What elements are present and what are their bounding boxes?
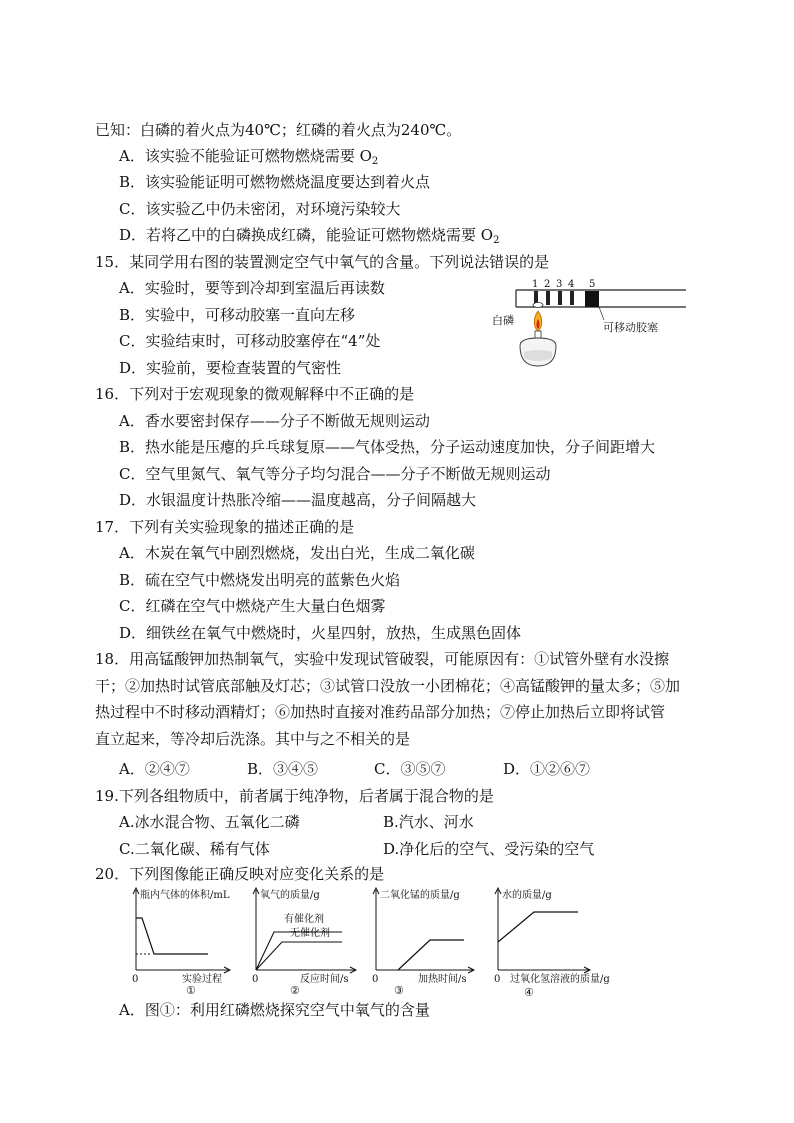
graph-4-ylabel: 水的质量/g bbox=[502, 890, 552, 901]
graph-2-curve1-label: 有催化剂 bbox=[284, 914, 324, 925]
mark-5: 5 bbox=[589, 279, 596, 290]
graph-3-ylabel: 二氧化锰的质量/g bbox=[380, 890, 460, 901]
mark-2: 2 bbox=[544, 279, 551, 290]
graph-4-xlabel: 过氧化氢溶液的质量/g bbox=[510, 974, 610, 985]
graph-1-curve bbox=[136, 918, 208, 954]
q18-line-4: 直立起来，等冷却后洗涤。其中与之不相关的是 bbox=[95, 730, 411, 748]
q15-option-a: A．实验时，要等到冷却到室温后再读数 bbox=[119, 279, 385, 297]
q19-option-d: D.净化后的空气、受污染的空气 bbox=[383, 840, 595, 858]
mark-4: 4 bbox=[568, 279, 575, 290]
q19-option-c: C.二氧化碳、稀有气体 bbox=[119, 840, 270, 858]
q18-option-a: A．②④⑦ bbox=[119, 760, 190, 778]
graph-2-number: ② bbox=[290, 984, 300, 996]
intro-known-line: 已知：白磷的着火点为40℃；红磷的着火点为240℃。 bbox=[95, 121, 462, 139]
q18-line-3: 热过程中不时移动酒精灯；⑥加热时直接对准药品部分加热；⑦停止加热后立即将试管 bbox=[95, 703, 666, 721]
q16-stem: 16．下列对于宏观现象的微观解释中不正确的是 bbox=[95, 385, 415, 403]
q17-option-c: C．红磷在空气中燃烧产生大量白色烟雾 bbox=[119, 597, 386, 615]
graph-2-origin: 0 bbox=[252, 974, 259, 985]
graph-2-ylabel: 氧气的质量/g bbox=[260, 890, 320, 901]
q18-option-b: B．③④⑤ bbox=[247, 760, 319, 778]
stopper-label: 可移动胶塞 bbox=[603, 321, 658, 334]
q17-option-a: A．木炭在氧气中剧烈燃烧，发出白光，生成二氧化碳 bbox=[119, 544, 475, 562]
q15-stem: 15．某同学用右图的装置测定空气中氧气的含量。下列说法错误的是 bbox=[95, 253, 550, 271]
q19-stem: 19.下列各组物质中，前者属于纯净物，后者属于混合物的是 bbox=[95, 787, 494, 805]
graph-4-curve bbox=[498, 912, 578, 942]
q17-option-d: D．细铁丝在氧气中燃烧时，火星四射，放热，生成黑色固体 bbox=[119, 624, 522, 642]
q20-graph-1 bbox=[124, 884, 244, 996]
q20-graph-3 bbox=[364, 884, 488, 996]
q16-option-c: C．空气里氮气、氧气等分子均匀混合——分子不断做无规则运动 bbox=[119, 465, 551, 483]
graph-3-xlabel: 加热时间/s bbox=[418, 974, 467, 985]
q16-option-d: D．水银温度计热胀冷缩——温度越高，分子间隔越大 bbox=[119, 491, 477, 509]
q16-option-b: B．热水能是压瘪的乒乓球复原——气体受热，分子运动速度加快，分子间距增大 bbox=[119, 438, 656, 456]
graph-1-number: ① bbox=[186, 984, 196, 996]
intro-option-d: D．若将乙中的白磷换成红磷，能验证可燃物燃烧需要 $O_2$ bbox=[119, 226, 500, 246]
mark-3: 3 bbox=[556, 279, 563, 290]
intro-option-a: A．该实验不能验证可燃物燃烧需要 $O_2$ bbox=[119, 147, 379, 167]
q20-option-a: A．图①：利用红磷燃烧探究空气中氧气的含量 bbox=[119, 1001, 430, 1019]
graph-2-curve-nocatalyst bbox=[256, 942, 342, 970]
q17-stem: 17．下列有关实验现象的描述正确的是 bbox=[95, 518, 355, 536]
white-phosphorus-label: 白磷 bbox=[492, 314, 514, 327]
intro-option-b: B．该实验能证明可燃物燃烧温度要达到着火点 bbox=[119, 173, 431, 191]
graph-4-number: ④ bbox=[524, 986, 534, 998]
q20-graph-4 bbox=[486, 884, 626, 998]
q18-line-2: 干；②加热时试管底部触及灯芯；③试管口没放一小团棉花；④高锰酸钾的量太多；⑤加 bbox=[95, 677, 681, 695]
q16-option-a: A．香水要密封保存——分子不断做无规则运动 bbox=[119, 412, 430, 430]
graph-3-number: ③ bbox=[394, 984, 404, 996]
graph-4-origin: 0 bbox=[494, 974, 501, 985]
q15-apparatus-figure bbox=[486, 274, 690, 378]
q18-line-1: 18．用高锰酸钾加热制氧气，实验中发现试管破裂，可能原因有：①试管外壁有水没擦 bbox=[95, 650, 670, 668]
q20-graph-2 bbox=[244, 884, 370, 996]
q20-stem: 20．下列图像能正确反映对应变化关系的是 bbox=[95, 865, 385, 883]
movable-stopper-shape bbox=[585, 291, 599, 307]
q19-option-a: A.冰水混合物、五氧化二磷 bbox=[119, 813, 300, 831]
graph-2-curve2-label: 无催化剂 bbox=[290, 928, 330, 939]
q15-option-b: B．实验中，可移动胶塞一直向左移 bbox=[119, 306, 356, 324]
graph-1-ylabel: 瓶内气体的体积/mL bbox=[140, 890, 230, 901]
graph-3-origin: 0 bbox=[372, 974, 379, 985]
intro-option-c: C．该实验乙中仍未密闭，对环境污染较大 bbox=[119, 200, 401, 218]
mark-1: 1 bbox=[532, 279, 539, 290]
graph-3-curve bbox=[398, 940, 464, 970]
graph-1-origin: 0 bbox=[132, 974, 139, 985]
q15-option-d: D．实验前，要检查装置的气密性 bbox=[119, 359, 342, 377]
q17-option-b: B．硫在空气中燃烧发出明亮的蓝紫色火焰 bbox=[119, 571, 401, 589]
graph-2-xlabel: 反应时间/s bbox=[300, 974, 349, 985]
graph-1-xlabel: 实验过程 bbox=[182, 974, 222, 985]
q18-option-c: C．③⑤⑦ bbox=[374, 760, 446, 778]
q19-option-b: B.汽水、河水 bbox=[383, 813, 474, 831]
q15-option-c: C．实验结束时，可移动胶塞停在“4”处 bbox=[119, 332, 381, 350]
q18-option-d: D．①②⑥⑦ bbox=[503, 760, 591, 778]
